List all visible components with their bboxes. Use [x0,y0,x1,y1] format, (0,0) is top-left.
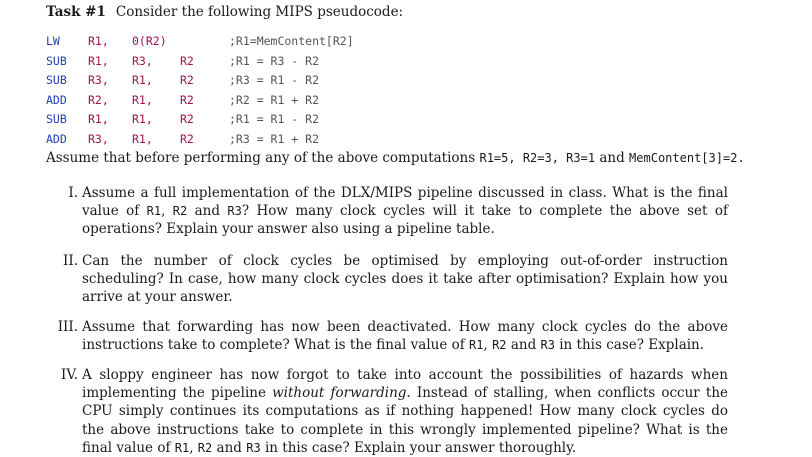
task-heading [46,4,403,20]
question-number: I. [68,185,78,201]
code-operand-3: R2 [180,131,194,146]
task-label: Task #1 [46,4,106,20]
question-text [82,366,728,457]
assumption-memcontent: MemContent[3]=2. [629,151,745,165]
question-text-run: , [161,203,173,220]
code-opcode: ADD [46,131,67,146]
question-text-run: Instead of stalling, when conflicts occur the CPU simply continues its computations as if nothing happened! How many clock cycles do the above instructions take to complete in this wrongly implemented pipeline? What is the final value of [82,385,729,456]
question-item [50,184,728,239]
question-text-run: , [189,439,198,456]
code-opcode: LW [46,34,60,48]
question-number: II. [63,253,78,269]
emphasis-text: without forwarding. [272,385,411,402]
code-operand-2: R1, [132,92,153,107]
code-block [46,34,354,151]
code-operand-2: 0(R2) [132,34,167,48]
code-line [46,131,320,152]
register-name: R1 [174,440,190,455]
question-text [82,252,728,307]
code-comment: ;R3 = R1 + R2 [229,131,320,146]
question-text-run: and [506,337,541,354]
question-item [50,318,728,354]
code-comment: ;R1=MemContent[R2] [229,34,354,48]
code-operand-2: R1, [132,112,153,126]
code-line [46,112,320,132]
register-name: R2 [172,204,188,219]
register-name: R3 [227,204,242,219]
assumption-text: Assume that before performing any of the above computations [46,150,476,166]
question-number: IV. [60,367,78,383]
code-opcode: SUB [46,73,67,87]
register-name: R3 [246,440,261,455]
assumption-line [46,150,745,166]
question-text [82,318,728,354]
assumption-and: and [599,150,625,166]
register-name: R2 [197,440,213,455]
code-operand-3: R2 [180,112,194,126]
question-text-run: ? How many clock cycles will it take to complete the above set of operations? Explain your answer also using a pipeline table. [82,203,728,238]
code-comment: ;R2 = R1 + R2 [229,92,320,107]
code-operand-2: R1, [132,73,153,87]
question-text-run: Assume a full implementation of the DLX/MIPS pipeline discussed in class. What is the final value of [82,185,728,220]
question-text-run: A sloppy engineer has now forgot to take into account the possibilities of hazards when implementing the pipeline [82,367,728,402]
code-operand-1: R3, [88,131,109,146]
code-operand-1: R2, [88,92,109,107]
code-operand-1: R1, [88,112,109,126]
code-comment: ;R1 = R3 - R2 [229,53,320,68]
question-item [50,252,728,307]
register-name: R2 [492,338,507,353]
code-opcode: SUB [46,112,67,126]
code-comment: ;R3 = R1 - R2 [229,73,320,87]
register-name: R3 [540,338,555,353]
code-line [46,34,354,54]
register-name: R1 [146,204,162,219]
question-text-run: Assume that forwarding has now been deactivated. How many clock cycles do the above instructions take to complete? What is the final value of [82,319,728,354]
code-line [46,73,320,93]
register-name: R1 [469,338,484,353]
code-comment: ;R1 = R1 - R2 [229,112,320,126]
question-text-run: Can the number of clock cycles be optimised by employing out-of-order instruction scheduling? In case, how many clock cycles does it take after optimisation? Explain how you arrive at your answer. [82,253,728,306]
question-text-run: in this case? Explain. [554,337,705,354]
code-opcode: SUB [46,53,67,68]
code-operand-1: R3, [88,73,109,87]
question-item [50,366,728,457]
question-text-run: and [212,439,247,456]
question-text-run: , [483,337,493,354]
question-number: III. [57,319,78,335]
question-text-run: in this case? Explain your answer thoroughly. [260,439,577,456]
question-text [82,184,728,239]
code-operand-3: R2 [180,92,194,107]
code-operand-2: R3, [132,53,153,68]
code-operand-3: R2 [180,73,194,87]
code-opcode: ADD [46,92,67,107]
code-operand-1: R1, [88,34,109,48]
code-operand-3: R2 [180,53,194,68]
code-operand-2: R1, [132,131,153,146]
code-line [46,92,320,113]
question-text-run: and [187,203,228,220]
task-intro: Consider the following MIPS pseudocode: [115,4,404,20]
code-line [46,53,320,74]
code-operand-1: R1, [88,53,109,68]
assumption-values: R1=5, R2=3, R3=1 [479,151,596,165]
